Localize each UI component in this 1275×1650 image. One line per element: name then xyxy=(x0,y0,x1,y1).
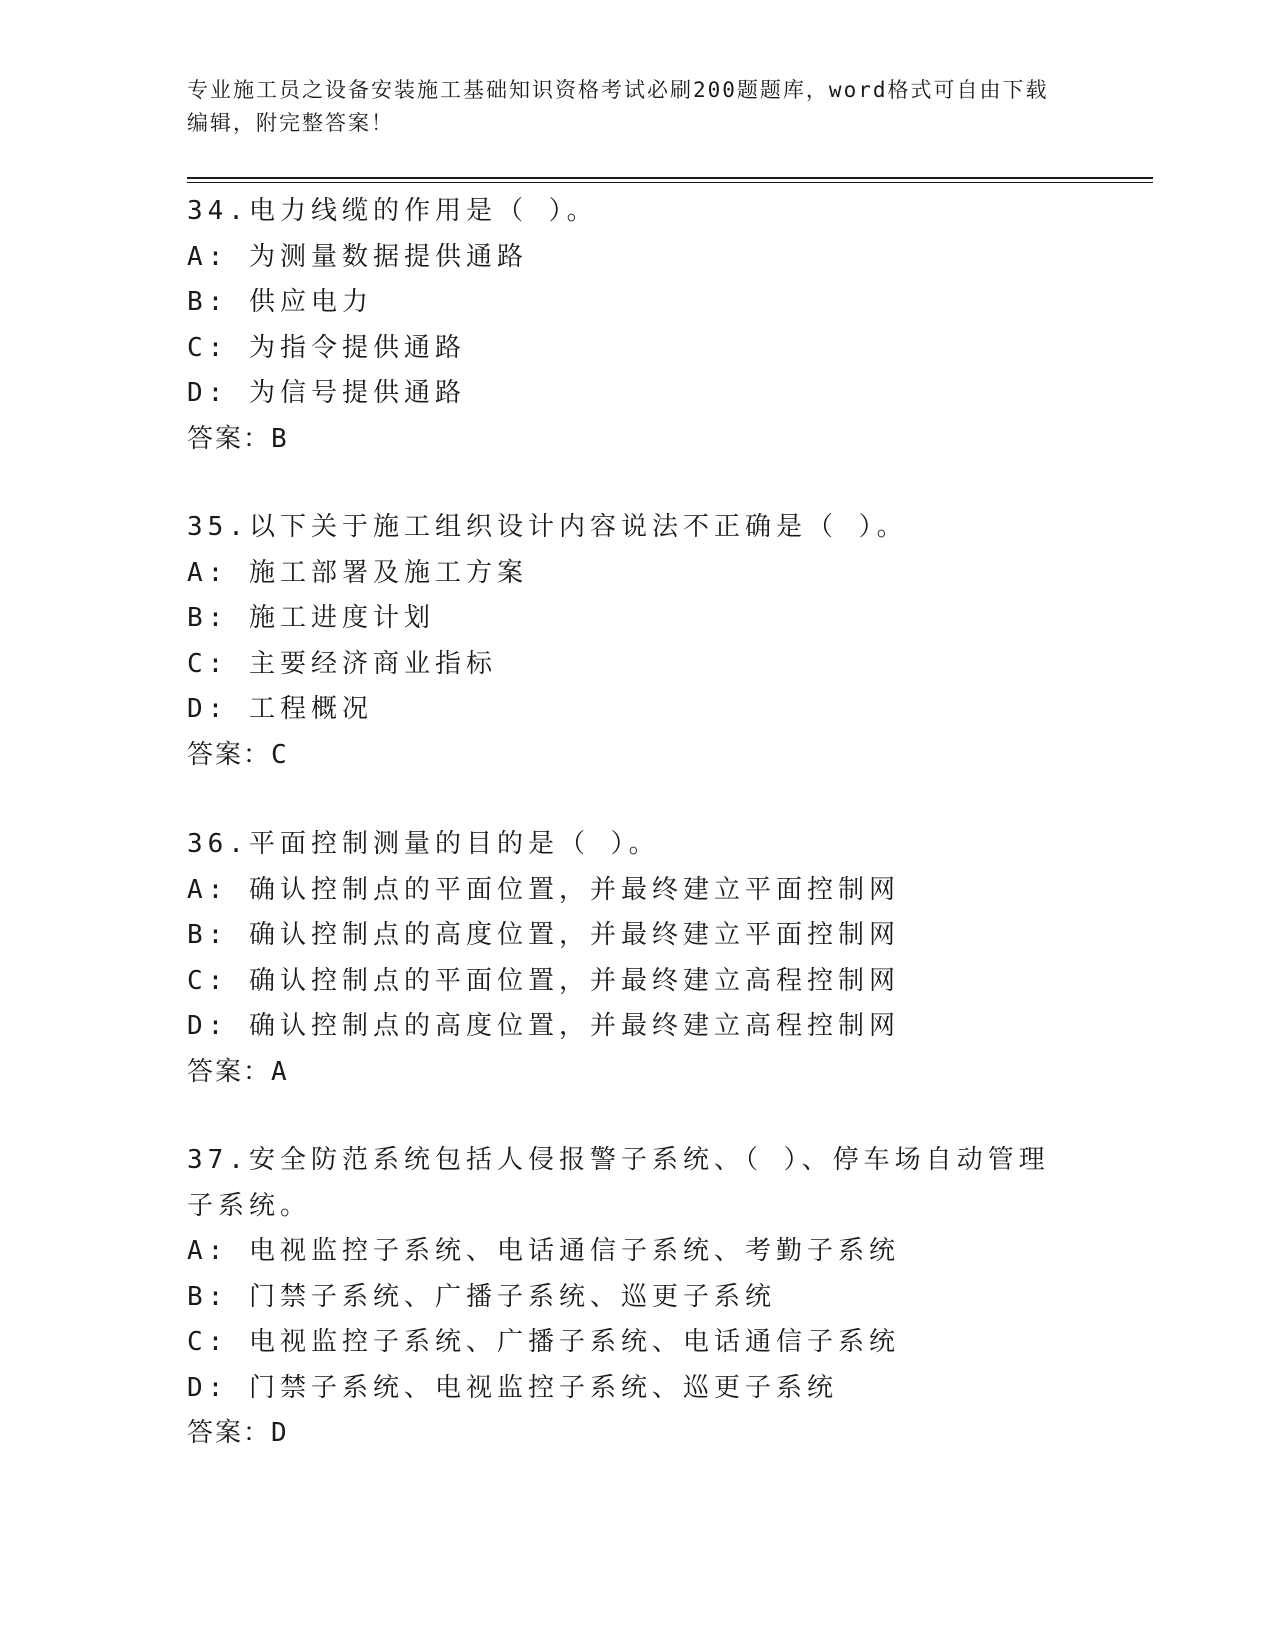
answer-line xyxy=(187,417,1067,463)
header-divider-thin xyxy=(187,182,1153,183)
option-b: B: 确认控制点的高度位置，并最终建立平面控制网 xyxy=(187,920,900,950)
option-a: A: 确认控制点的平面位置，并最终建立平面控制网 xyxy=(187,874,900,905)
question-stem: 36.平面控制测量的目的是（ ）。 xyxy=(187,829,660,859)
option-c: C: 确认控制点的平面位置，并最终建立高程控制网 xyxy=(187,965,900,996)
answer-value: B xyxy=(271,423,289,454)
answer-line xyxy=(187,1050,1067,1096)
option-c: C: 主要经济商业指标 xyxy=(187,648,497,679)
option-a: A: 施工部署及施工方案 xyxy=(187,557,528,588)
answer-label: 答案： xyxy=(187,423,272,454)
answer-label: 答案： xyxy=(187,1418,272,1448)
question-stem: 37.安全防范系统包括人侵报警子系统、（ ）、停车场自动管理子系统。 xyxy=(187,1145,1050,1221)
header-divider-thick xyxy=(187,177,1153,179)
question-stem: 34.电力线缆的作用是（ ）。 xyxy=(187,196,598,226)
answer-line xyxy=(187,1411,1067,1457)
question-block xyxy=(187,505,1067,778)
question-block xyxy=(187,822,1067,1095)
question-block xyxy=(187,1138,1067,1457)
answer-value: D xyxy=(271,1418,289,1448)
answer-value: A xyxy=(271,1056,289,1087)
answer-label: 答案： xyxy=(187,739,272,770)
option-a: A: 为测量数据提供通路 xyxy=(187,241,528,272)
option-d: D: 为信号提供通路 xyxy=(187,378,466,408)
option-b: B: 施工进度计划 xyxy=(187,603,435,633)
option-a: A: 电视监控子系统、电话通信子系统、考勤子系统 xyxy=(187,1236,900,1266)
question-block xyxy=(187,189,1067,462)
option-d: D: 门禁子系统、电视监控子系统、巡更子系统 xyxy=(187,1372,838,1403)
question-stem: 35.以下关于施工组织设计内容说法不正确是（ ）。 xyxy=(187,512,908,542)
option-c: C: 为指令提供通路 xyxy=(187,332,466,363)
answer-value: C xyxy=(271,739,289,770)
answer-line xyxy=(187,733,1067,779)
answer-label: 答案： xyxy=(187,1056,272,1087)
option-b: B: 供应电力 xyxy=(187,287,373,317)
document-header: 专业施工员之设备安装施工基础知识资格考试必刷200题题库，word格式可自由下载编辑，附完整答案！ xyxy=(187,78,1049,135)
option-c: C: 电视监控子系统、广播子系统、电话通信子系统 xyxy=(187,1327,900,1357)
option-d: D: 工程概况 xyxy=(187,694,373,724)
option-b: B: 门禁子系统、广播子系统、巡更子系统 xyxy=(187,1281,776,1312)
option-d: D: 确认控制点的高度位置，并最终建立高程控制网 xyxy=(187,1011,900,1041)
